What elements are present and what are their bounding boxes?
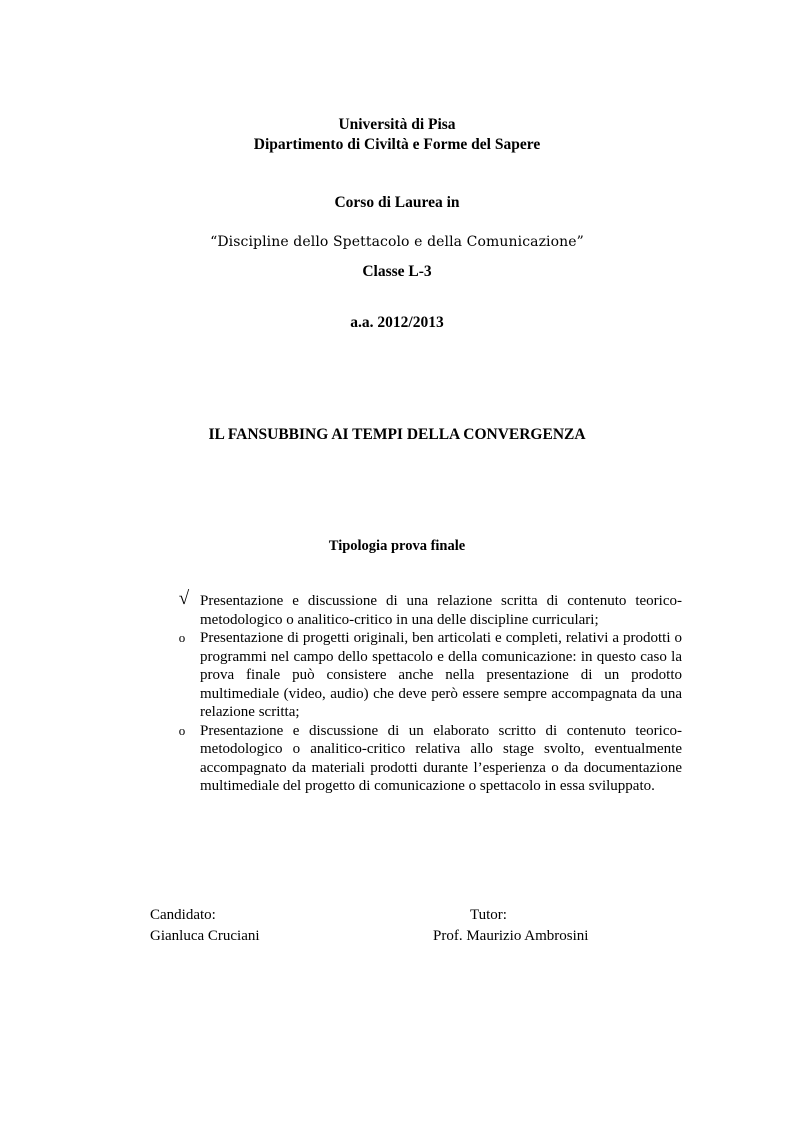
option-text: Presentazione e discussione di una relazione scritta di contenuto teorico-metodologico o analitico-critico in una delle discipline curriculari;	[200, 593, 682, 628]
academic-year: a.a. 2012/2013	[350, 314, 444, 331]
tutor-block	[433, 905, 605, 947]
thesis-title: IL FANSUBBING AI TEMPI DELLA CONVERGENZA	[208, 426, 586, 443]
final-test-option	[172, 588, 682, 629]
final-test-options	[172, 588, 682, 796]
course-name: “Discipline dello Spettacolo e della Comunicazione”	[210, 234, 584, 250]
circle-bullet-icon: o	[178, 722, 186, 738]
course-intro: Corso di Laurea in	[334, 194, 460, 211]
candidate-block	[150, 905, 260, 947]
tutor-label: Tutor:	[470, 907, 507, 923]
final-test-heading: Tipologia prova finale	[328, 538, 466, 554]
option-text: Presentazione di progetti originali, ben articolati e completi, relativi a prodotti o programmi nel campo dello spettacolo e della comunicazione: in questo caso la prova finale può consistere anche nella presentazione di un prodotto multimediale (video, audio) che deve però essere sempre accompagnata da una relazione scritta;	[200, 630, 682, 720]
checkmark-icon: √	[178, 588, 190, 609]
university-name: Università di Pisa	[338, 116, 456, 133]
final-test-option	[172, 722, 682, 796]
final-test-option	[172, 629, 682, 722]
circle-bullet-icon: o	[178, 630, 186, 645]
course-class: Classe L-3	[362, 263, 432, 280]
candidate-label: Candidato:	[150, 907, 216, 923]
tutor-name: Prof. Maurizio Ambrosini	[433, 928, 589, 944]
department-name: Dipartimento di Civiltà e Forme del Sapere	[253, 136, 541, 153]
option-text: Presentazione e discussione di un elaborato scritto di contenuto teorico-metodologico o analitico-critico relativa allo stage svolto, eventualmente accompagnato da materiali prodotti durante l’esperienza o da documentazione multimediale del progetto di comunicazione o spettacolo in essa sviluppato.	[200, 722, 682, 794]
candidate-name: Gianluca Cruciani	[150, 928, 260, 944]
